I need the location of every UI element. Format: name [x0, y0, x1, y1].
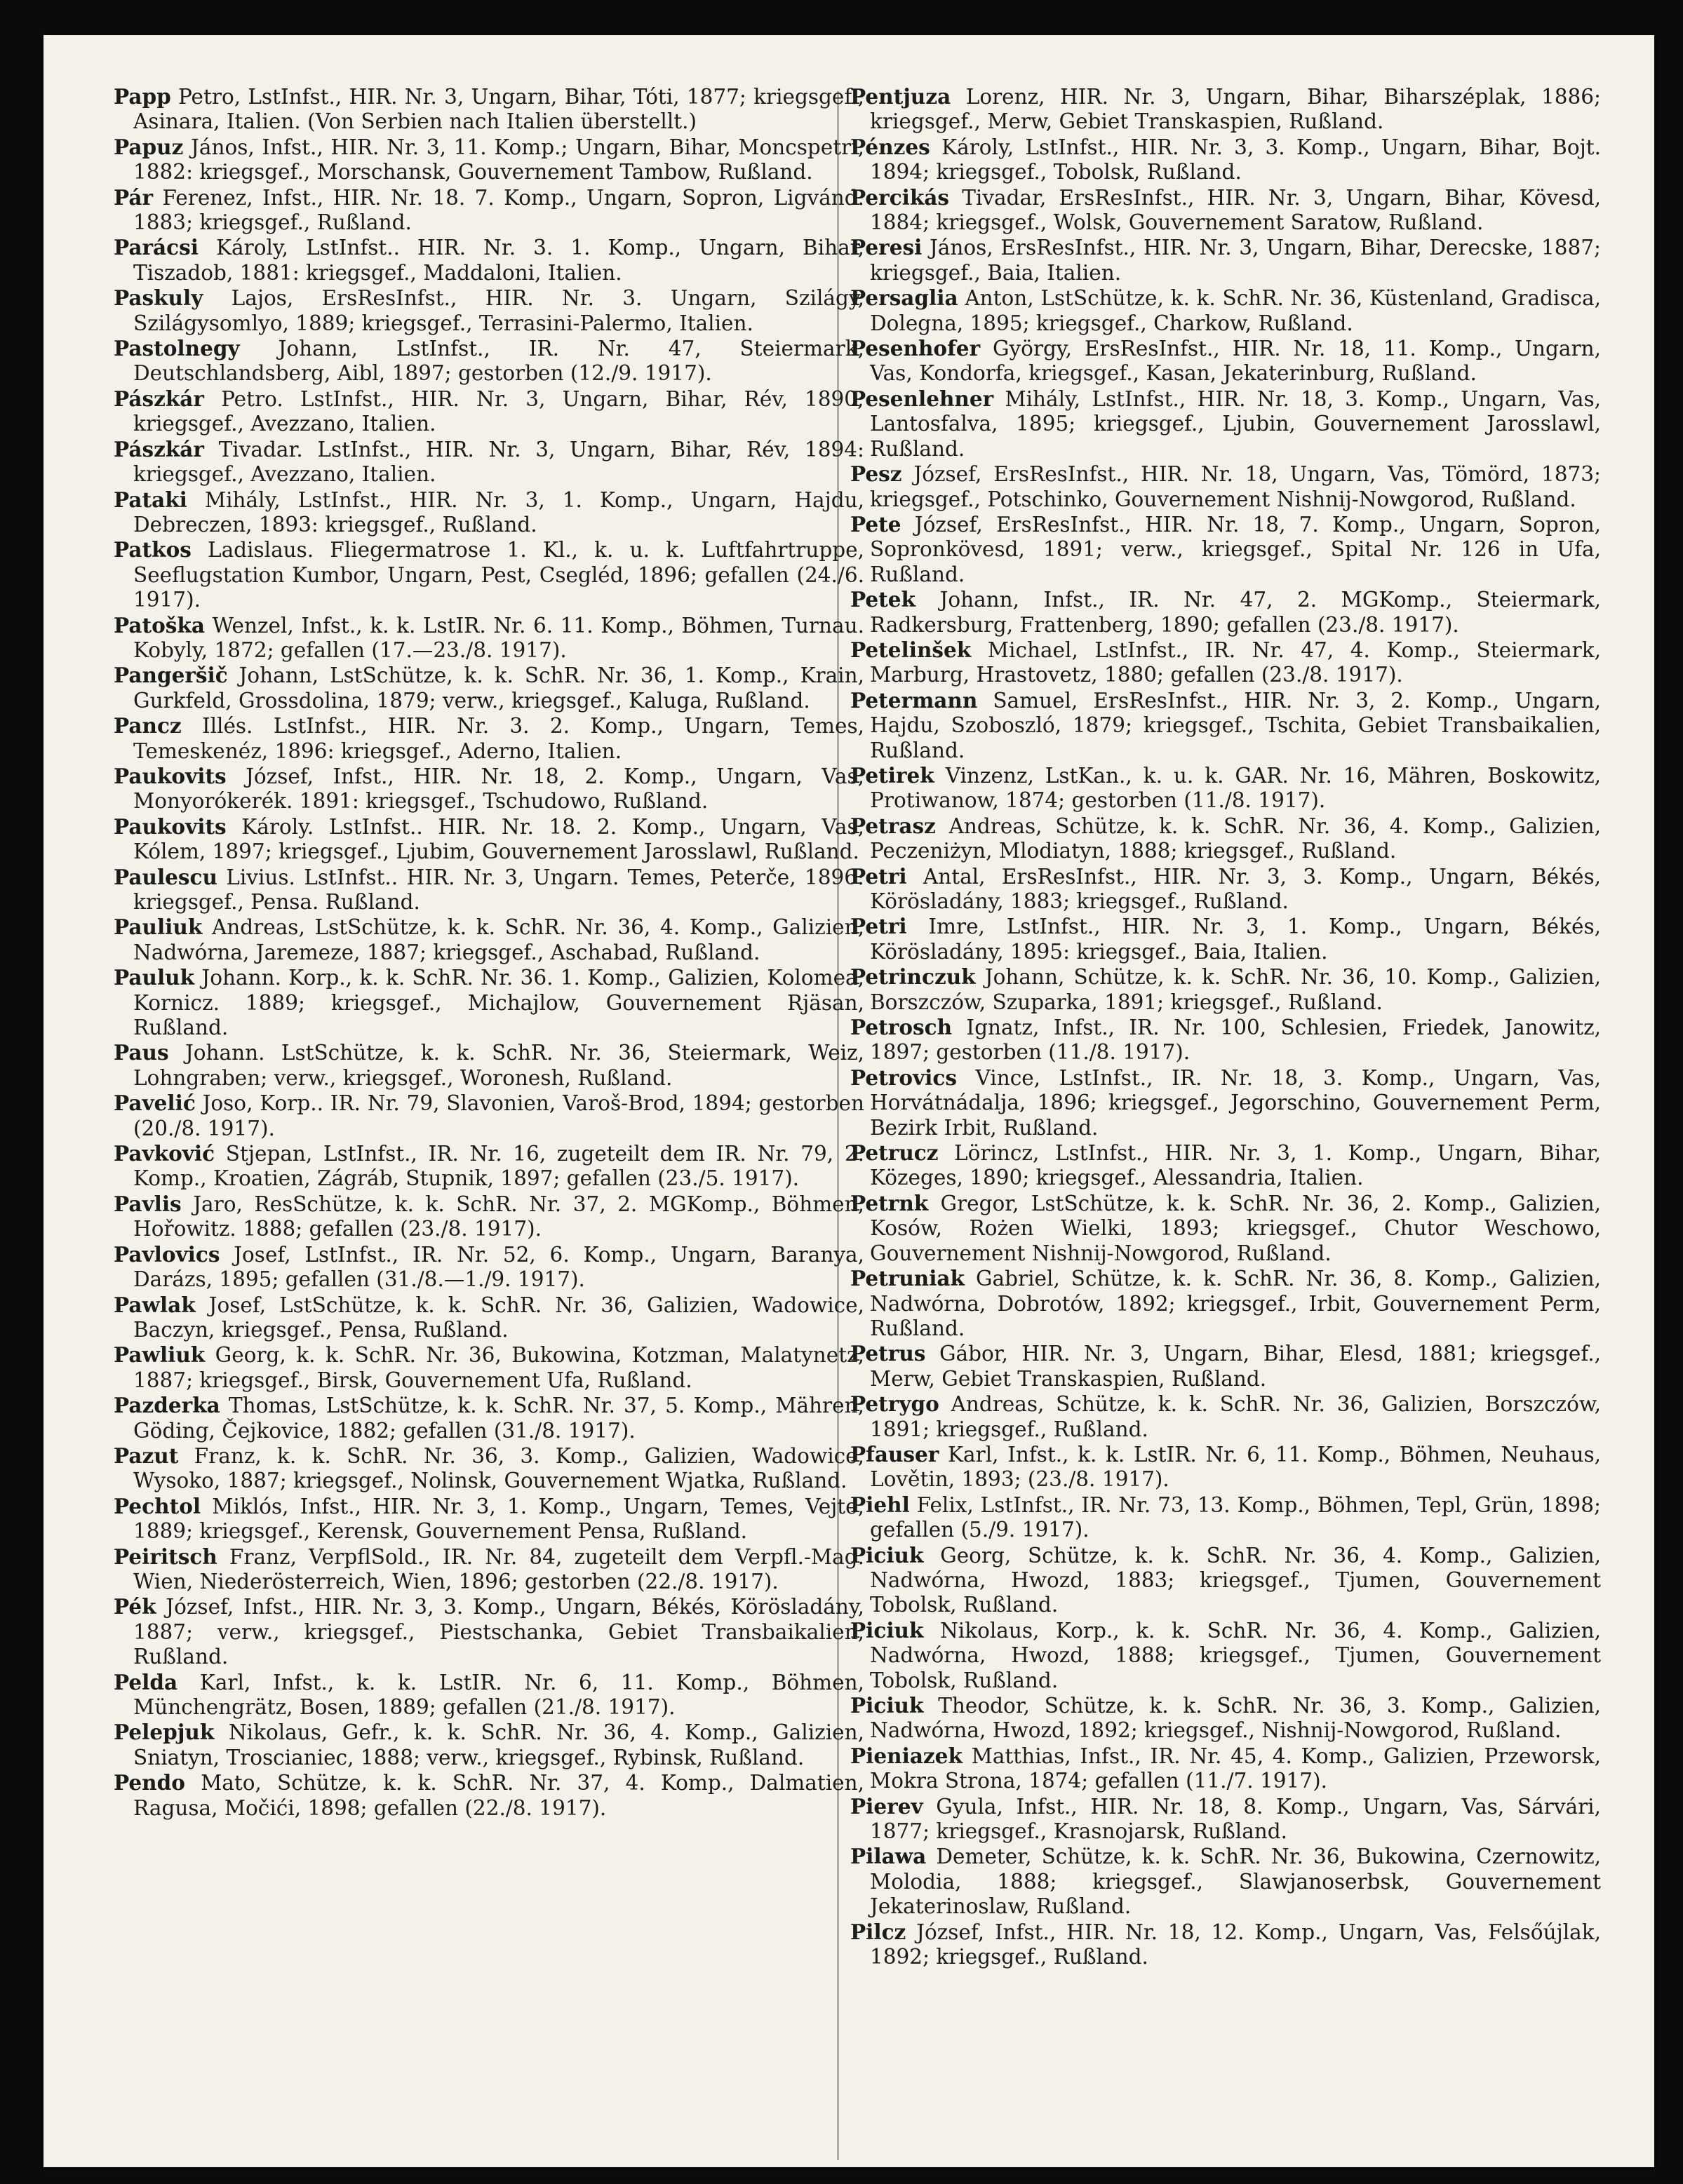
entry-surname: Petri — [850, 863, 907, 889]
entry-details: Josef, LstSchütze, k. k. SchR. Nr. 36, Galizien, Wadowice, Baczyn, kriegsgef., Pensa, Rußland. — [133, 1293, 864, 1342]
list-entry — [850, 814, 1601, 864]
entry-details: Johann. Korp., k. k. SchR. Nr. 36. 1. Komp., Galizien, Kolomea, Kornicz. 1889; kriegsgef., Michajlow, Gouvernement Rjäsan, Rußland. — [133, 966, 864, 1040]
list-entry — [114, 135, 864, 185]
entry-surname: Pechtol — [114, 1493, 201, 1518]
list-entry — [850, 185, 1601, 236]
entry-surname: Pelepjuk — [114, 1720, 215, 1745]
list-entry — [114, 1720, 864, 1770]
entry-details: József, Infst., HIR. Nr. 3, 3. Komp., Ungarn, Békés, Körösladány, 1887; verw., kriegsgef., Piestschanka, Gebiet Transbaikalien, Rußland. — [133, 1595, 864, 1669]
entry-details: Ferenez, Infst., HIR. Nr. 18. 7. Komp., Ungarn, Sopron, Ligvánd. 1883; kriegsgef., Rußland. — [133, 185, 864, 235]
entry-surname: Paus — [114, 1040, 169, 1065]
entry-details: Vinzenz, LstKan., k. u. k. GAR. Nr. 16, Mähren, Boskowitz, Protiwanow, 1874; gestorben (11./8. 1917). — [870, 763, 1601, 813]
entry-surname: Pentjuza — [850, 84, 951, 109]
list-entry — [114, 1494, 864, 1544]
entry-details: József, ErsResInfst., HIR. Nr. 18, Ungarn, Vas, Tömörd, 1873; kriegsgef., Potschinko, Gouvernement Nishnij-Nowgorod, Rußland. — [870, 462, 1601, 511]
entry-surname: Pászkár — [114, 386, 204, 411]
entry-surname: Pavlis — [114, 1191, 182, 1216]
list-entry — [114, 1242, 864, 1293]
entry-surname: Pazderka — [114, 1393, 220, 1418]
entry-details: Johann, Schütze, k. k. SchR. Nr. 36, 10. Komp., Galizien, Borszczów, Szuparka, 1891; kriegsgef., Rußland. — [870, 965, 1601, 1014]
list-entry — [850, 1844, 1601, 1919]
entry-details: Karl, Infst., k. k. LstIR. Nr. 6, 11. Komp., Böhmen, Neuhaus, Lovětin, 1893; (23./8. 1917). — [870, 1442, 1601, 1492]
list-entry — [114, 285, 864, 336]
entry-surname: Piciuk — [850, 1542, 924, 1568]
entry-details: Michael, LstInfst., IR. Nr. 47, 4. Komp., Steiermark, Marburg, Hrastovetz, 1880; gefallen (23./8. 1917). — [870, 638, 1601, 687]
list-entry — [850, 1794, 1601, 1845]
list-entry — [114, 865, 864, 915]
entry-details: Felix, LstInfst., IR. Nr. 73, 13. Komp., Böhmen, Tepl, Grün, 1898; gefallen (5./9. 1917). — [870, 1492, 1601, 1542]
list-entry — [850, 135, 1601, 185]
entry-details: Károly. LstInfst.. HIR. Nr. 18. 2. Komp., Ungarn, Vas, Kólem, 1897; kriegsgef., Ljubim, Gouvernement Jarosslawl, Rußland. — [133, 814, 864, 864]
entry-surname: Petrucz — [850, 1140, 939, 1166]
list-entry — [850, 1341, 1601, 1391]
entry-details: Lajos, ErsResInfst., HIR. Nr. 3. Ungarn, Szilágy, Szilágysomlyo, 1889; kriegsgef., Terrasini-Palermo, Italien. — [133, 286, 864, 335]
list-entry — [850, 763, 1601, 814]
list-entry — [114, 1040, 864, 1091]
list-entry — [850, 285, 1601, 336]
list-entry — [114, 1770, 864, 1821]
list-entry — [114, 915, 864, 965]
list-entry — [114, 84, 864, 135]
entry-details: Demeter, Schütze, k. k. SchR. Nr. 36, Bukowina, Czernowitz, Molodia, 1888; kriegsgef., Slawjanoserbsk, Gouvernement Jekaterinoslaw, Rußland. — [870, 1845, 1601, 1919]
entry-surname: Pesenhofer — [850, 336, 981, 361]
list-entry — [114, 613, 864, 663]
list-entry — [114, 1544, 864, 1595]
list-entry — [114, 965, 864, 1040]
entry-surname: Petruniak — [850, 1266, 965, 1291]
entry-surname: Pénzes — [850, 134, 930, 159]
entry-surname: Pék — [114, 1594, 156, 1619]
list-entry — [850, 638, 1601, 688]
entry-surname: Petrasz — [850, 813, 936, 838]
entry-details: Tivadar. LstInfst., HIR. Nr. 3, Ungarn, Bihar, Rév, 1894: kriegsgef., Avezzano, Italien. — [133, 437, 864, 487]
entry-details: Lorenz, HIR. Nr. 3, Ungarn, Bihar, Biharszéplak, 1886; kriegsgef., Merw, Gebiet Transkaspien, Rußland. — [870, 85, 1601, 134]
document-page — [43, 35, 1654, 2167]
entry-details: Johann, LstSchütze, k. k. SchR. Nr. 36, 1. Komp., Krain, Gurkfeld, Grossdolina, 1879; verw., kriegsgef., Kaluga, Rußland. — [133, 663, 864, 713]
entry-details: Thomas, LstSchütze, k. k. SchR. Nr. 37, 5. Komp., Mähren, Göding, Čejkovice, 1882; gefallen (31./8. 1917). — [133, 1394, 864, 1443]
list-entry — [850, 1065, 1601, 1140]
entry-details: Karl, Infst., k. k. LstIR. Nr. 6, 11. Komp., Böhmen, Münchengrätz, Bosen, 1889; gefallen (21./8. 1917). — [133, 1670, 864, 1719]
entry-details: Lörincz, LstInfst., HIR. Nr. 3, 1. Komp., Ungarn, Bihar, Közeges, 1890; kriegsgef., Alessandria, Italien. — [870, 1141, 1601, 1190]
list-entry — [850, 1543, 1601, 1618]
entry-surname: Pawliuk — [114, 1342, 206, 1368]
entry-surname: Petrosch — [850, 1015, 953, 1040]
list-entry — [850, 1744, 1601, 1794]
list-entry — [850, 461, 1601, 512]
entry-surname: Patoška — [114, 612, 205, 638]
entry-surname: Petrinczuk — [850, 964, 976, 990]
entry-details: Johann, LstInfst., IR. Nr. 47, Steiermark, Deutschlandsberg, Aibl, 1897; gestorben (12./9. 1917). — [133, 337, 864, 386]
entry-details: Johann, Infst., IR. Nr. 47, 2. MGKomp., Steiermark, Radkersburg, Frattenberg, 1890; gefallen (23./8. 1917). — [870, 588, 1601, 637]
entry-surname: Pelda — [114, 1669, 178, 1694]
entry-details: Petro, LstInfst., HIR. Nr. 3, Ungarn, Bihar, Tóti, 1877; kriegsgef., Asinara, Italien. (Von Serbien nach Italien überstellt.) — [133, 85, 864, 134]
entry-details: Livius. LstInfst.. HIR. Nr. 3, Ungarn. Temes, Peterče, 1896: kriegsgef., Pensa. Rußland. — [133, 865, 864, 914]
entry-details: Nikolaus, Gefr., k. k. SchR. Nr. 36, 4. Komp., Galizien, Sniatyn, Troscianiec, 1888; verw., kriegsgef., Rybinsk, Rußland. — [133, 1720, 864, 1770]
entry-details: Miklós, Infst., HIR. Nr. 3, 1. Komp., Ungarn, Temes, Vejte, 1889; kriegsgef., Kerensk, Gouvernement Pensa, Rußland. — [133, 1494, 864, 1544]
entry-details: Tivadar, ErsResInfst., HIR. Nr. 3, Ungarn, Bihar, Kövesd, 1884; kriegsgef., Wolsk, Gouvernement Saratow, Rußland. — [870, 185, 1601, 235]
entry-details: Károly, LstInfst.. HIR. Nr. 3. 1. Komp., Ungarn, Bihar, Tiszadob, 1881: kriegsgef., Maddaloni, Italien. — [133, 236, 864, 285]
list-entry — [850, 688, 1601, 763]
list-entry — [114, 437, 864, 487]
entry-details: Wenzel, Infst., k. k. LstIR. Nr. 6. 11. Komp., Böhmen, Turnau. Kobyly, 1872; gefallen (17.—23./8. 1917). — [133, 613, 864, 662]
list-entry — [850, 1015, 1601, 1065]
entry-details: Mihály, LstInfst., HIR. Nr. 3, 1. Komp., Ungarn, Hajdu, Debreczen, 1893: kriegsgef., Rußland. — [133, 487, 864, 537]
entry-details: Josef, LstInfst., IR. Nr. 52, 6. Komp., Ungarn, Baranya, Darázs, 1895; gefallen (31./8.—1./9. 1917). — [133, 1242, 864, 1292]
entry-surname: Petrnk — [850, 1190, 929, 1215]
entry-surname: Peiritsch — [114, 1544, 217, 1569]
entry-surname: Pawlak — [114, 1292, 196, 1317]
entry-surname: Pete — [850, 511, 901, 537]
entry-surname: Parácsi — [114, 235, 199, 260]
entry-surname: Pauluk — [114, 965, 195, 990]
entry-details: Gabriel, Schütze, k. k. SchR. Nr. 36, 8. Komp., Galizien, Nadwórna, Dobrotów, 1892; kriegsgef., Irbit, Gouvernement Perm, Rußland. — [870, 1267, 1601, 1340]
entry-surname: Pászkár — [114, 436, 204, 461]
entry-surname: Pesenlehner — [850, 386, 994, 411]
entry-details: Gyula, Infst., HIR. Nr. 18, 8. Komp., Ungarn, Vas, Sárvári, 1877; kriegsgef., Krasnojarsk, Rußland. — [870, 1794, 1601, 1844]
entry-details: József, Infst., HIR. Nr. 18, 2. Komp., Ungarn, Vas, Monyorókerék. 1891: kriegsgef., Tschudowo, Rußland. — [133, 764, 864, 814]
list-entry — [114, 1293, 864, 1343]
entry-surname: Petelinšek — [850, 637, 972, 662]
list-entry — [850, 235, 1601, 285]
list-entry — [850, 964, 1601, 1015]
entry-details: Georg, k. k. SchR. Nr. 36, Bukowina, Kotzman, Malatynetz, 1887; kriegsgef., Birsk, Gouvernement Ufa, Rußland. — [133, 1343, 864, 1392]
list-entry — [850, 1391, 1601, 1442]
entry-details: Imre, LstInfst., HIR. Nr. 3, 1. Komp., Ungarn, Békés, Körösladány, 1895: kriegsgef., Baia, Italien. — [870, 915, 1601, 964]
entry-details: Illés. LstInfst., HIR. Nr. 3. 2. Komp., Ungarn, Temes, Temeskenéz, 1896: kriegsgef., Aderno, Italien. — [133, 714, 864, 763]
list-entry — [850, 1266, 1601, 1341]
entry-surname: Pár — [114, 184, 154, 210]
list-entry — [850, 1492, 1601, 1543]
entry-surname: Pendo — [114, 1770, 185, 1795]
list-entry — [114, 1091, 864, 1141]
entry-surname: Percikás — [850, 184, 950, 210]
entry-surname: Pilawa — [850, 1844, 927, 1869]
entry-details: Anton, LstSchütze, k. k. SchR. Nr. 36, Küstenland, Gradisca, Dolegna, 1895; kriegsgef., Charkow, Rußland. — [870, 286, 1601, 335]
entry-details: Johann. LstSchütze, k. k. SchR. Nr. 36, Steiermark, Weiz, Lohngraben; verw., kriegsgef., Woronesh, Rußland. — [133, 1041, 865, 1090]
entry-surname: Petek — [850, 587, 916, 612]
entry-surname: Pilcz — [850, 1919, 906, 1944]
list-entry — [850, 1191, 1601, 1266]
list-entry — [850, 914, 1601, 964]
entry-details: Mihály, LstInfst., HIR. Nr. 18, 3. Komp., Ungarn, Vas, Lantosfalva, 1895; kriegsgef., Ljubin, Gouvernement Jarosslawl, Rußland. — [870, 386, 1601, 461]
entry-surname: Petrygo — [850, 1391, 939, 1417]
entry-surname: Pierev — [850, 1793, 923, 1819]
list-entry — [114, 814, 864, 865]
entry-surname: Pfauser — [850, 1441, 939, 1467]
entry-details: Ignatz, Infst., IR. Nr. 100, Schlesien, Friedek, Janowitz, 1897; gestorben (11./8. 1917). — [870, 1016, 1601, 1065]
entry-details: Vince, LstInfst., IR. Nr. 18, 3. Komp., Ungarn, Vas, Horvátnádalja, 1896; kriegsgef., Jegorschino, Gouvernement Perm, Bezirk Irbit, Rußland. — [870, 1065, 1601, 1140]
entry-details: Petro. LstInfst., HIR. Nr. 3, Ungarn, Bihar, Rév, 1890; kriegsgef., Avezzano, Italien. — [133, 386, 864, 436]
entry-details: Joso, Korp.. IR. Nr. 79, Slavonien, Varoš-Brod, 1894; gestorben (20./8. 1917). — [133, 1091, 864, 1140]
list-entry — [850, 336, 1601, 386]
list-entry — [114, 537, 864, 612]
list-entry — [114, 1594, 864, 1669]
list-entry — [114, 713, 864, 764]
entry-details: Andreas, Schütze, k. k. SchR. Nr. 36, Galizien, Borszczów, 1891; kriegsgef., Rußland. — [870, 1392, 1601, 1441]
entry-details: József, Infst., HIR. Nr. 18, 12. Komp., Ungarn, Vas, Felsőújlak, 1892; kriegsgef., Rußland. — [870, 1920, 1601, 1969]
entry-surname: Patkos — [114, 537, 192, 562]
entry-details: Matthias, Infst., IR. Nr. 45, 4. Komp., Galizien, Przeworsk, Mokra Strona, 1874; gefallen (11./7. 1917). — [870, 1744, 1601, 1793]
entry-surname: Pesz — [850, 461, 902, 487]
entry-details: János, Infst., HIR. Nr. 3, 11. Komp.; Ungarn, Bihar, Moncspetri, 1882: kriegsgef., Morschansk, Gouvernement Tambow, Rußland. — [133, 135, 864, 184]
entry-surname: Peresi — [850, 235, 923, 260]
list-entry — [114, 1670, 864, 1720]
left-column — [114, 84, 864, 1821]
entry-surname: Piciuk — [850, 1693, 924, 1718]
list-entry — [114, 386, 864, 437]
list-entry — [114, 487, 864, 538]
entry-details: Franz, k. k. SchR. Nr. 36, 3. Komp., Galizien, Wadowice, Wysoko, 1887; kriegsgef., Nolinsk, Gouvernement Wjatka, Rußland. — [133, 1443, 864, 1493]
entry-details: Andreas, LstSchütze, k. k. SchR. Nr. 36, 4. Komp., Galizien, Nadwórna, Jaremeze, 1887; kriegsgef., Aschabad, Rußland. — [133, 915, 864, 964]
entry-surname: Pataki — [114, 487, 187, 512]
entry-details: János, ErsResInfst., HIR. Nr. 3, Ungarn, Bihar, Derecske, 1887; kriegsgef., Baia, Italien. — [870, 236, 1601, 285]
entry-surname: Papp — [114, 84, 171, 109]
entry-surname: Petri — [850, 914, 907, 939]
entry-surname: Pavlovics — [114, 1241, 220, 1267]
list-entry — [114, 185, 864, 236]
list-entry — [114, 764, 864, 814]
entry-surname: Pazut — [114, 1443, 179, 1468]
entry-surname: Persaglia — [850, 285, 958, 311]
list-entry — [114, 663, 864, 713]
list-entry — [850, 1618, 1601, 1693]
entry-surname: Petrovics — [850, 1065, 957, 1090]
list-entry — [114, 235, 864, 285]
entry-surname: Piehl — [850, 1492, 910, 1517]
list-entry — [850, 587, 1601, 638]
entry-surname: Pavelić — [114, 1091, 196, 1116]
entry-details: Theodor, Schütze, k. k. SchR. Nr. 36, 3. Komp., Galizien, Nadwórna, Hwozd, 1892; kriegsgef., Nishnij-Nowgorod, Rußland. — [870, 1694, 1601, 1743]
list-entry — [114, 1393, 864, 1443]
entry-surname: Paulescu — [114, 864, 217, 889]
entry-details: József, ErsResInfst., HIR. Nr. 18, 7. Komp., Ungarn, Sopron, Sopronkövesd, 1891; verw., kriegsgef., Spital Nr. 126 in Ufa, Rußland. — [870, 512, 1601, 586]
list-entry — [850, 1140, 1601, 1191]
entry-surname: Petirek — [850, 762, 934, 788]
list-entry — [850, 1693, 1601, 1744]
entry-details: Mato, Schütze, k. k. SchR. Nr. 37, 4. Komp., Dalmatien, Ragusa, Močići, 1898; gefallen (22./8. 1917). — [133, 1771, 864, 1820]
entry-surname: Pieniazek — [850, 1743, 963, 1768]
entry-details: Antal, ErsResInfst., HIR. Nr. 3, 3. Komp., Ungarn, Békés, Körösladány, 1883; kriegsgef., Rußland. — [870, 864, 1601, 913]
entry-surname: Petermann — [850, 687, 978, 713]
entry-surname: Pancz — [114, 713, 182, 739]
entry-surname: Papuz — [114, 134, 184, 159]
entry-surname: Piciuk — [850, 1617, 924, 1643]
list-entry — [850, 84, 1601, 135]
entry-details: Stjepan, LstInfst., IR. Nr. 16, zugeteilt dem IR. Nr. 79, 2. Komp., Kroatien, Zágráb, Stupnik, 1897; gefallen (23./5. 1917). — [133, 1142, 864, 1191]
entry-details: Franz, VerpflSold., IR. Nr. 84, zugeteilt dem Verpfl.-Mag. Wien, Niederösterreich, Wien, 1896; gestorben (22./8. 1917). — [133, 1544, 864, 1593]
entry-surname: Petrus — [850, 1341, 926, 1366]
list-entry — [114, 1141, 864, 1192]
entry-details: Ladislaus. Fliegermatrose 1. Kl., k. u. k. Luftfahrtruppe, Seeflugstation Kumbor, Ungarn, Pest, Csegléd, 1896; gefallen (24./6. 1917). — [133, 538, 864, 612]
entry-details: Károly, LstInfst., HIR. Nr. 3, 3. Komp., Ungarn, Bihar, Bojt. 1894; kriegsgef., Tobolsk, Rußland. — [870, 135, 1601, 184]
entry-details: Nikolaus, Korp., k. k. SchR. Nr. 36, 4. Komp., Galizien, Nadwórna, Hwozd, 1888; kriegsgef., Tjumen, Gouvernement Tobolsk, Rußland. — [870, 1618, 1601, 1692]
list-entry — [850, 512, 1601, 587]
entry-details: Gregor, LstSchütze, k. k. SchR. Nr. 36, 2. Komp., Galizien, Kosów, Rożen Wielki, 1893; kriegsgef., Chutor Weschowo, Gouvernement Nishnij-Nowgorod, Rußland. — [870, 1191, 1601, 1265]
entry-surname: Pangeršič — [114, 663, 228, 688]
entry-details: Andreas, Schütze, k. k. SchR. Nr. 36, 4. Komp., Galizien, Peczeniżyn, Mlodiatyn, 1888; kriegsgef., Rußland. — [870, 814, 1601, 863]
list-entry — [850, 864, 1601, 915]
list-entry — [114, 1192, 864, 1242]
list-entry — [114, 336, 864, 386]
entry-surname: Paukovits — [114, 814, 227, 839]
list-entry — [114, 1443, 864, 1494]
entry-details: Gábor, HIR. Nr. 3, Ungarn, Bihar, Elesd, 1881; kriegsgef., Merw, Gebiet Transkaspien, Rußland. — [870, 1342, 1601, 1391]
list-entry — [114, 1342, 864, 1393]
entry-surname: Pavković — [114, 1141, 215, 1166]
list-entry — [850, 1442, 1601, 1492]
entry-surname: Pauliuk — [114, 915, 203, 940]
entry-details: Georg, Schütze, k. k. SchR. Nr. 36, 4. Komp., Galizien, Nadwórna, Hwozd, 1883; kriegsgef., Tjumen, Gouvernement Tobolsk, Rußland. — [870, 1543, 1601, 1617]
right-column — [850, 84, 1601, 1969]
entry-surname: Pastolnegy — [114, 336, 240, 361]
entry-surname: Paskuly — [114, 285, 203, 311]
entry-surname: Paukovits — [114, 763, 227, 788]
entry-details: Jaro, ResSchütze, k. k. SchR. Nr. 37, 2. MGKomp., Böhmen, Hořowitz. 1888; gefallen (23./8. 1917). — [133, 1192, 865, 1241]
entry-details: Samuel, ErsResInfst., HIR. Nr. 3, 2. Komp., Ungarn, Hajdu, Szoboszló, 1879; kriegsgef., Tschita, Gebiet Transbaikalien, Rußland. — [870, 688, 1601, 762]
entry-details: György, ErsResInfst., HIR. Nr. 18, 11. Komp., Ungarn, Vas, Kondorfa, kriegsgef., Kasan, Jekaterinburg, Rußland. — [870, 337, 1601, 386]
list-entry — [850, 386, 1601, 461]
list-entry — [850, 1920, 1601, 1970]
